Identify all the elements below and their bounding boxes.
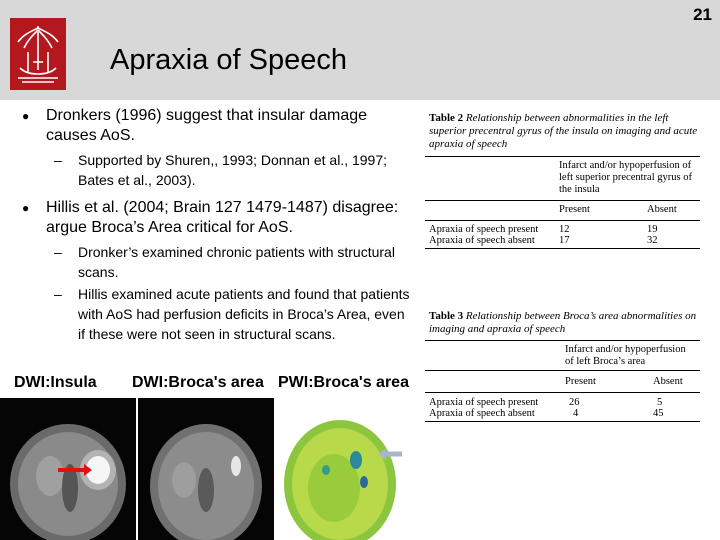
table3-row-label: Apraxia of speech present [429,397,539,408]
sub-bullet-item: – Supported by Shuren,, 1993; Donnan et al., 1997; Bates et al., 2003). [54,152,388,188]
sub-bullet-text: Hillis examined acute patients and found that patients with AoS had perfusion deficits in Broca’s Area, even if these were not seen in structural scans. [78,286,410,342]
image-label: DWI:Broca's area [132,374,264,391]
table2-caption [429,112,699,151]
sub-bullet-text: Supported by Shuren,, 1993; Donnan et al., 1997; Bates et al., 2003). [78,152,388,188]
table2-col-absent: Absent [647,204,677,215]
pwi-broca-scan [276,398,412,540]
table2-row-label: Apraxia of speech absent [429,235,535,246]
table3-rule [425,370,700,371]
table3-rule [425,421,700,422]
table2-rule [425,220,700,221]
university-logo [10,18,66,90]
table3-rule [425,340,700,341]
sub-bullet-item: – Hillis examined acute patients and found that patients with AoS had perfusion deficits in Broca’s Area, even if these were not seen in structural scans. [54,286,410,342]
table3-cell: 5 [657,397,663,408]
table2-rule [425,248,700,249]
table2-col-present: Present [559,204,590,215]
table2-cell: 19 [647,224,658,235]
sub-bullet-text: Dronker’s examined chronic patients with structural scans. [78,244,395,280]
bullet-list [20,106,415,352]
image-label: DWI:Insula [14,374,97,391]
table2-label: Table 2 [429,112,464,124]
table3-cell: 26 [569,397,580,408]
table3-cell: 45 [653,408,664,419]
table3-caption [429,310,704,336]
table2-caption-text: Relationship between abnormalities in the left superior precentral gyrus of the insula on imaging and acute apraxia of speech [429,112,698,150]
sub-bullet-item: – Dronker’s examined chronic patients with structural scans. [54,244,395,280]
table3-col-absent: Absent [653,376,683,387]
table2-rule [425,156,700,157]
table2-cell: 17 [559,235,570,246]
table2-row-label: Apraxia of speech present [429,224,539,235]
dwi-insula-scan [0,398,136,540]
table2-col-group: Infarct and/or hypoperfusion of left superior precentral gyrus of the insula [559,160,692,195]
tables-figure [425,106,715,431]
dwi-broca-scan [138,398,274,540]
slide-number: 21 [693,5,712,24]
header-bar [0,0,720,100]
table2-cell: 12 [559,224,570,235]
table3-rule [425,392,700,393]
scan-images [0,370,420,540]
table2-cell: 32 [647,235,658,246]
table3-caption-text: Relationship between Broca’s area abnormalities on imaging and apraxia of speech [429,310,697,335]
table3-col-group: Infarct and/or hypoperfusion of left Broca’s area [565,344,686,367]
bullet-item: ● Dronkers (1996) suggest that insular damage causes AoS. [20,106,415,146]
table3-col-present: Present [565,376,596,387]
table3-row-label: Apraxia of speech absent [429,408,535,419]
slide-title: Apraxia of Speech [110,44,347,76]
image-label: PWI:Broca's area [278,374,409,391]
table3-cell: 4 [573,408,579,419]
table3-label: Table 3 [429,310,464,322]
bullet-item: ● Hillis et al. (2004; Brain 127 1479-1487) disagree: argue Broca’s Area critical for AoS. [20,198,415,238]
table2-rule [425,200,700,201]
